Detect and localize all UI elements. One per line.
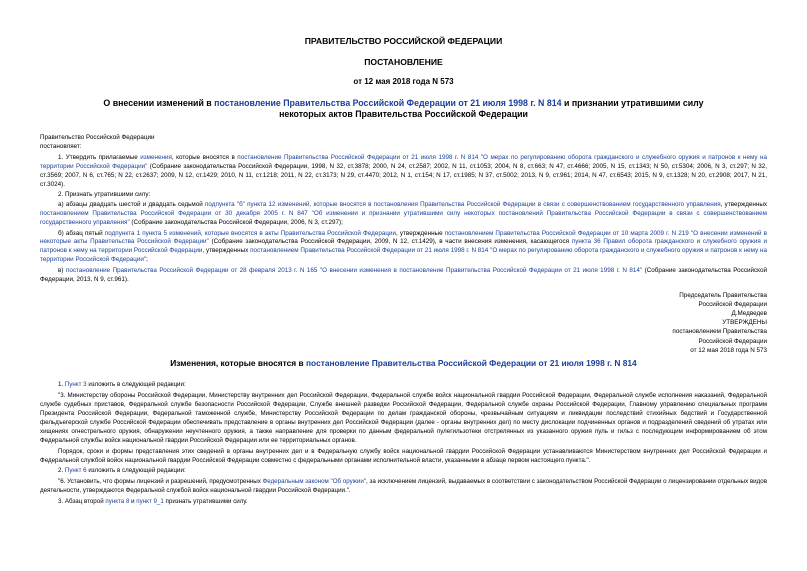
resolution-814-link-2[interactable]: постановлением Правительства Российской Федерации от 21 июля 1998 г. N 814 "О мерах по регулированию оборота гражданского и служебного оружия и патронов к нему на территории Российской Федерации" (40, 247, 767, 264)
intro-line-1: Правительство Российской Федерации (40, 134, 155, 141)
point-9-1-link[interactable]: пункт 9_1 (136, 497, 164, 505)
paragraph-1: 1. Утвердить прилагаемые изменения, которые вносятся в постановление Правительства Российской Федерации от 21 июля 1998 г. N 814 "О мерах по регулированию оборота гражданского и служебного оружия и патронов к нему на территории Российской Федерации" (Собрание законодательства Российской Федерации, 1998, N 32, ст.3878; 2000, N 24, ст.2587; 2002, N 11, ст.1053; 2004, N 8, ст.663; N 47, ст.4666; 2005, N 15, ст.1343; N 50, ст.5304; 2006, N 3, ст.297; N 32, ст.3569; 2007, N 6, ст.765; N 22, ст.2637; 2009, N 12, ст.1429; 2010, N 11, ст.1218; 2011, N 22, ст.3173; N 29, ст.4470; 2012, N 1, ст.154; N 17, ст.1985; N 37, ст.5002; 2013, N 9, ст.961; 2014, N 47, ст.6543; 2015, N 9, ст.1328; N 20, ст.2908; 2017, N 21, ст.3024). (40, 153, 768, 188)
changes-link[interactable]: изменения (140, 153, 172, 161)
change-1-text-2: Порядок, сроки и формы представления этих сведений в органы внутренних дел и в Федеральную службу войск национальной гвардии Российской Федерации устанавливаются Министерством внутренних дел Российской Федерации и Федеральной службой войск национальной гвардии Российской Федерации совместно с федеральными органами исполнительной власти, указанными в абзаце первом настоящего пункта.". (40, 447, 767, 464)
signature-line: Председатель Правительства (679, 291, 767, 299)
approval-stamp: УТВЕРЖДЕНЫ (722, 319, 767, 327)
signature-name: Д.Медведев (731, 309, 767, 317)
resolution-847-link[interactable]: постановлением Правительства Российской Федерации от 30 декабря 2005 г. N 847 "Об изменении и признании утратившими силу некоторых постановлений Правительства Российской Федерации в связи с совершенствованием государственного управления" (40, 210, 767, 227)
signature-line: Российской Федерации (698, 300, 767, 308)
point-6-link[interactable]: Пункт 6 (64, 467, 87, 475)
intro-line-2: постановляет: (40, 142, 82, 150)
resolution-814-link[interactable]: постановление Правительства Российской Федерации от 21 июля 1998 г. N 814 "О мерах по регулированию оборота гражданского и служебного оружия и патронов к нему на территории Российской Федерации" (40, 153, 768, 170)
weapons-law-link[interactable]: Федеральным законом "Об оружии" (262, 477, 367, 485)
title-text: О внесении изменений в (103, 98, 215, 108)
paragraph-2b: б) абзац пятый подпункта 1 пункта 5 изменений, которые вносятся в акты Правительства Российской Федерации, утвержденные постановлением Правительства Российской Федерации от 10 марта 2009 г. N 219 "О внесении изменений в некоторые акты Правительства Российской Федерации" (Собрание законодательства Российской Федерации, 2009, N 12, ст.1429), в части внесения изменения, касающегося пункта 36 Правил оборота гражданского и служебного оружия и патронов к нему на территории Российской Федерации, утвержденных постановлением Правительства Российской Федерации от 21 июля 1998 г. N 814 "О мерах по регулированию оборота гражданского и служебного оружия и патронов к нему на территории Российской Федерации"; (40, 229, 768, 264)
change-3: 3. Абзац второй пункта 8 и пункт 9_1 признать утратившими силу. (58, 497, 248, 505)
point-8-link[interactable]: пункта 8 (105, 497, 130, 505)
change-2: 2. Пункт 6 изложить в следующей редакции: (58, 467, 186, 475)
change-2-text: "6. Установить, что формы лицензий и разрешений, предусмотренных Федеральным законом "Об оружии", за исключением лицензий, выдаваемых в соответствии с законодательством Российской Федерации о лицензировании отдельных видов деятельности, утверждаются Федеральной службой войск национальной гвардии Российской Федерации.". (40, 477, 767, 494)
paragraph-2a: а) абзацы двадцать шестой и двадцать седьмой подпункта "б" пункта 12 изменений, которые вносятся в постановления Правительства Российской Федерации в связи с совершенствованием государственного управления, утвержденных постановлением Правительства Российской Федерации от 30 декабря 2005 г. N 847 "Об изменении и признании утратившими силу некоторых постановлений Правительства Российской Федерации в связи с совершенствованием государственного управления" (Собрание законодательства Российской Федерации, 2006, N 3, ст.297); (40, 201, 767, 227)
approval-date: от 12 мая 2018 года N 573 (690, 346, 767, 354)
government-heading: ПРАВИТЕЛЬСТВО РОССИЙСКОЙ ФЕДЕРАЦИИ (304, 36, 503, 46)
point-3-link[interactable]: Пункт 3 (64, 380, 87, 388)
approval-line: постановлением Правительства (672, 328, 767, 336)
rules-36-link[interactable]: пункта 36 Правил оборота гражданского и служебного оружия и патронов к нему на территории Российской Федерации (40, 238, 767, 255)
document-type-heading: ПОСТАНОВЛЕНИЕ (364, 57, 443, 67)
paragraph-2: 2. Признать утратившими силу: (58, 190, 151, 198)
title-link[interactable]: постановление Правительства Российской Федерации от 21 июля 1998 г. N 814 (214, 98, 562, 108)
title-text-end: и признании утратившими силу некоторых актов Правительства Российской Федерации (279, 98, 704, 119)
change-1: 1. Пункт 3 изложить в следующей редакции: (58, 380, 186, 388)
subparagraph-12-link[interactable]: подпункта "б" пункта 12 изменений, которые вносятся в постановления Правительства Российской Федерации в связи с совершенствованием государственного управления (205, 201, 721, 209)
document-title (88, 98, 719, 120)
subparagraph-5-link[interactable]: подпункта 1 пункта 5 изменений, которые вносятся в акты Правительства Российской Федерации (104, 229, 397, 237)
changes-section (40, 380, 767, 506)
changes-title: Изменения, которые вносятся в постановление Правительства Российской Федерации от 21 июля 1998 г. N 814 (170, 357, 637, 368)
approval-line: Российской Федерации (698, 337, 767, 345)
change-1-text: "3. Министерству обороны Российской Федерации, Министерству внутренних дел Российской Федерации, Федеральной службе войск национальной гвардии Российской Федерации, Федеральной службе исполнения наказаний, Федеральной службе судебных приставов, Федеральной службе безопасности Российской Федерации, Службе внешней разведки Российской Федерации, Федеральной службе охраны Российской Федерации, Главному управлению специальных программ Президента Российской Федерации, Федеральной таможенной службе, Министерству Российской Федерации по делам гражданской обороны, чрезвычайным ситуациям и ликвидации последствий стихийных бедствий и Государственной фельдъегерской службе Российской Федерации обеспечивать представление в органы внутренних дел Российской Федерации (далее - органы внутренних дел) по месту дислокации подчиненных органов и подразделений сведений об утратах или хищениях огнестрельного оружия, обнаружении неучтенного оружия, а также направление для проверки по данным федеральной пулегильзотеки отстрелянных из указанного оружия пуль и гильз с последующим информированием об этом Федеральной службы войск национальной гвардии Российской Федерации или ее территориальных органов. (40, 391, 767, 444)
resolution-165-link[interactable]: постановление Правительства Российской Федерации от 28 февраля 2013 г. N 165 "О внесении изменения в постановление Правительства Российской Федерации от 21 июля 1998 г. N 814" (65, 266, 643, 274)
resolution-219-link[interactable]: постановлением Правительства Российской Федерации от 10 марта 2009 г. N 219 "О внесении изменений в некоторые акты Правительства Российской Федерации" (40, 229, 768, 246)
signature-block (40, 291, 767, 355)
paragraph-2v: в) постановление Правительства Российской Федерации от 28 февраля 2013 г. N 165 "О внесении изменения в постановление Правительства Российской Федерации от 21 июля 1998 г. N 814" (Собрание законодательства Российской Федерации, 2013, N 9, ст.961). (40, 266, 768, 283)
document-date: от 12 мая 2018 года N 573 (353, 77, 454, 86)
changes-title-link[interactable]: постановление Правительства Российской Федерации от 21 июля 1998 г. N 814 (306, 357, 637, 368)
